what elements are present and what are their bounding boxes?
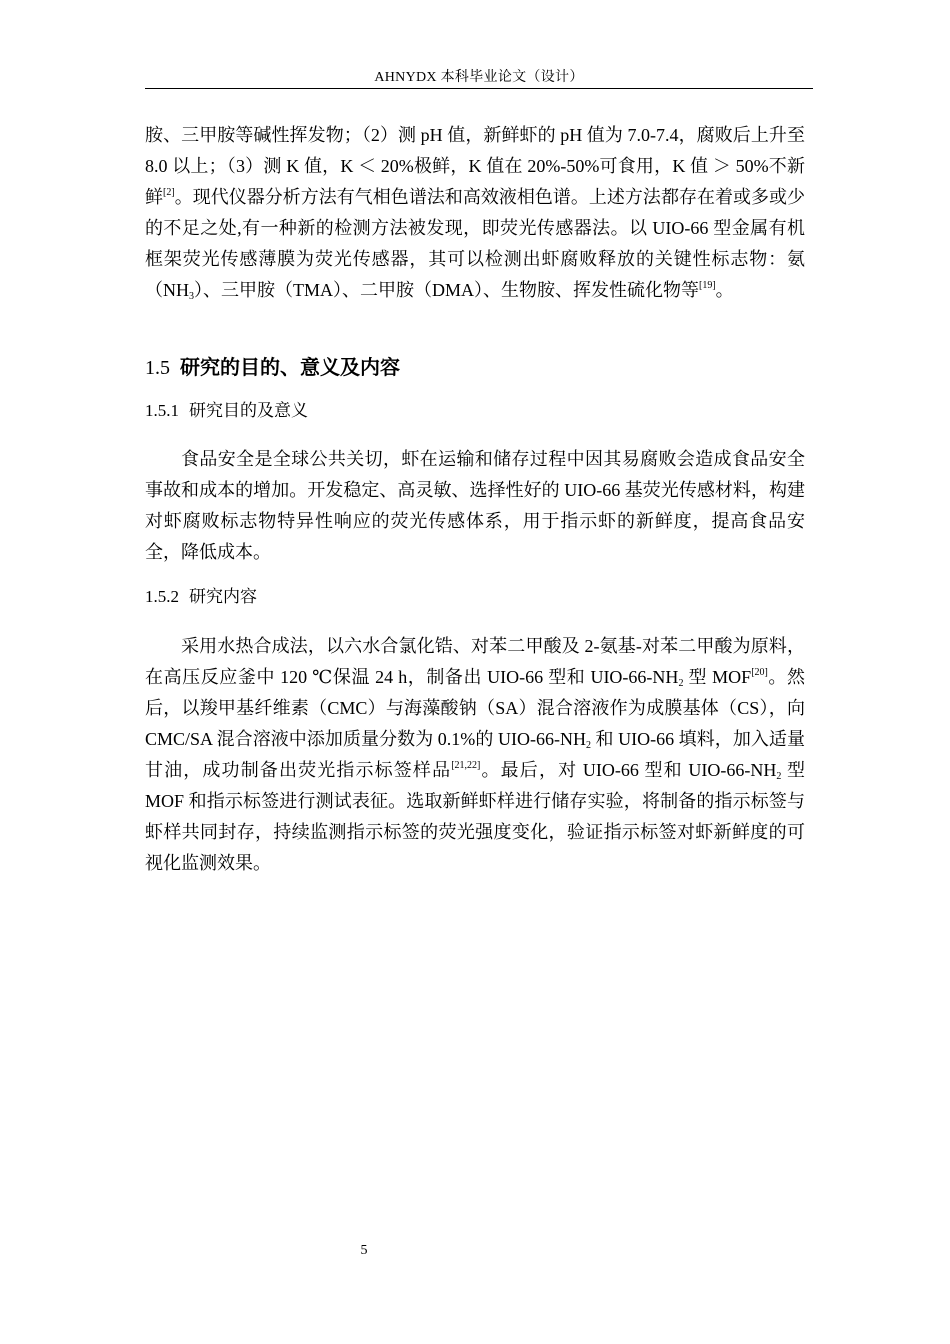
page-number: 5 [360,1243,368,1258]
intro-text-4: 。 [715,280,734,300]
content-text-4: 和 UIO-66 填料，加入适量甘油，成功制备出荧光指示标签样品 [145,729,805,780]
subsection-title: 研究目的及意义 [189,401,308,420]
intro-paragraph [145,120,805,306]
content-text-5: 。最后，对 UIO-66 型和 UIO-66-NH [480,760,777,780]
subscript-2: 2 [678,678,684,689]
content-text-2: 型 MOF [683,667,752,687]
section-heading-1-5 [145,355,400,380]
content-text-6: 型 MOF 和指示标签进行测试表征。选取新鲜虾样进行储存实验，将制备的指示标签与虾样共同封存，持续监测指示标签的荧光强度变化，验证指示标签对虾新鲜度的可视化监测效果。 [145,760,806,873]
content-text-3: 。然后，以羧甲基纤维素（CMC）与海藻酸钠（SA）混合溶液作为成膜基体（CS），向 CMC/SA 混合溶液中添加质量分数为 0.1%的 UIO-66-NH [145,667,806,749]
objective-text: 食品安全是全球公共关切，虾在运输和储存过程中因其易腐败会造成食品安全事故和成本的增加。开发稳定、高灵敏、选择性好的 UIO-66 基荧光传感材料，构建对虾腐败标志物特异性响应的荧光传感体系，用于指示虾的新鲜度，提高食品安全，降低成本。 [145,449,805,562]
objective-paragraph [145,444,805,568]
citation-20: [20] [751,667,768,678]
intro-text-1: 胺、三甲胺等碱性挥发物；（2）测 pH 值，新鲜虾的 pH 值为 7.0-7.4，腐败后上升至 8.0 以上；（3）测 K 值，K ＜ 20%极鲜，K 值在 20%-50%可食用，K 值 ＞ 50%不新鲜 [145,125,805,207]
section-title: 研究的目的、意义及内容 [180,355,400,379]
running-header: AHNYDX 本科毕业论文（设计） [374,70,584,85]
content-paragraph [145,631,805,879]
subscript-2: 2 [585,740,591,751]
subsection-number: 1.5.2 [145,587,179,606]
intro-text-3: ）、三甲胺（TMA）、二甲胺（DMA）、生物胺、挥发性硫化物等 [194,280,699,300]
subsection-title: 研究内容 [189,587,257,606]
subsection-number: 1.5.1 [145,401,179,420]
citation-2: [2] [163,187,175,198]
section-number: 1.5 [145,357,170,379]
subscript-2: 2 [776,771,782,782]
subsection-heading-1-5-1 [145,400,308,422]
content-text-1: 采用水热合成法，以六水合氯化锆、对苯二甲酸及 2-氨基-对苯二甲酸为原料，在高压反应釜中 120 ℃保温 24 h，制备出 UIO-66 型和 UIO-66-NH [145,636,805,687]
header-rule [145,88,813,89]
subscript-3: 3 [189,291,194,302]
citation-21-22: [21,22] [451,760,481,771]
intro-text-2: 。现代仪器分析方法有气相色谱法和高效液相色谱。上述方法都存在着或多或少的不足之处,有一种新的检测方法被发现，即荧光传感器法。以 UIO-66 型金属有机框架荧光传感薄膜为荧光传感器，其可以检测出虾腐败释放的关键性标志物：氨（NH [145,187,806,300]
citation-19: [19] [699,280,716,291]
subsection-heading-1-5-2 [145,586,257,608]
